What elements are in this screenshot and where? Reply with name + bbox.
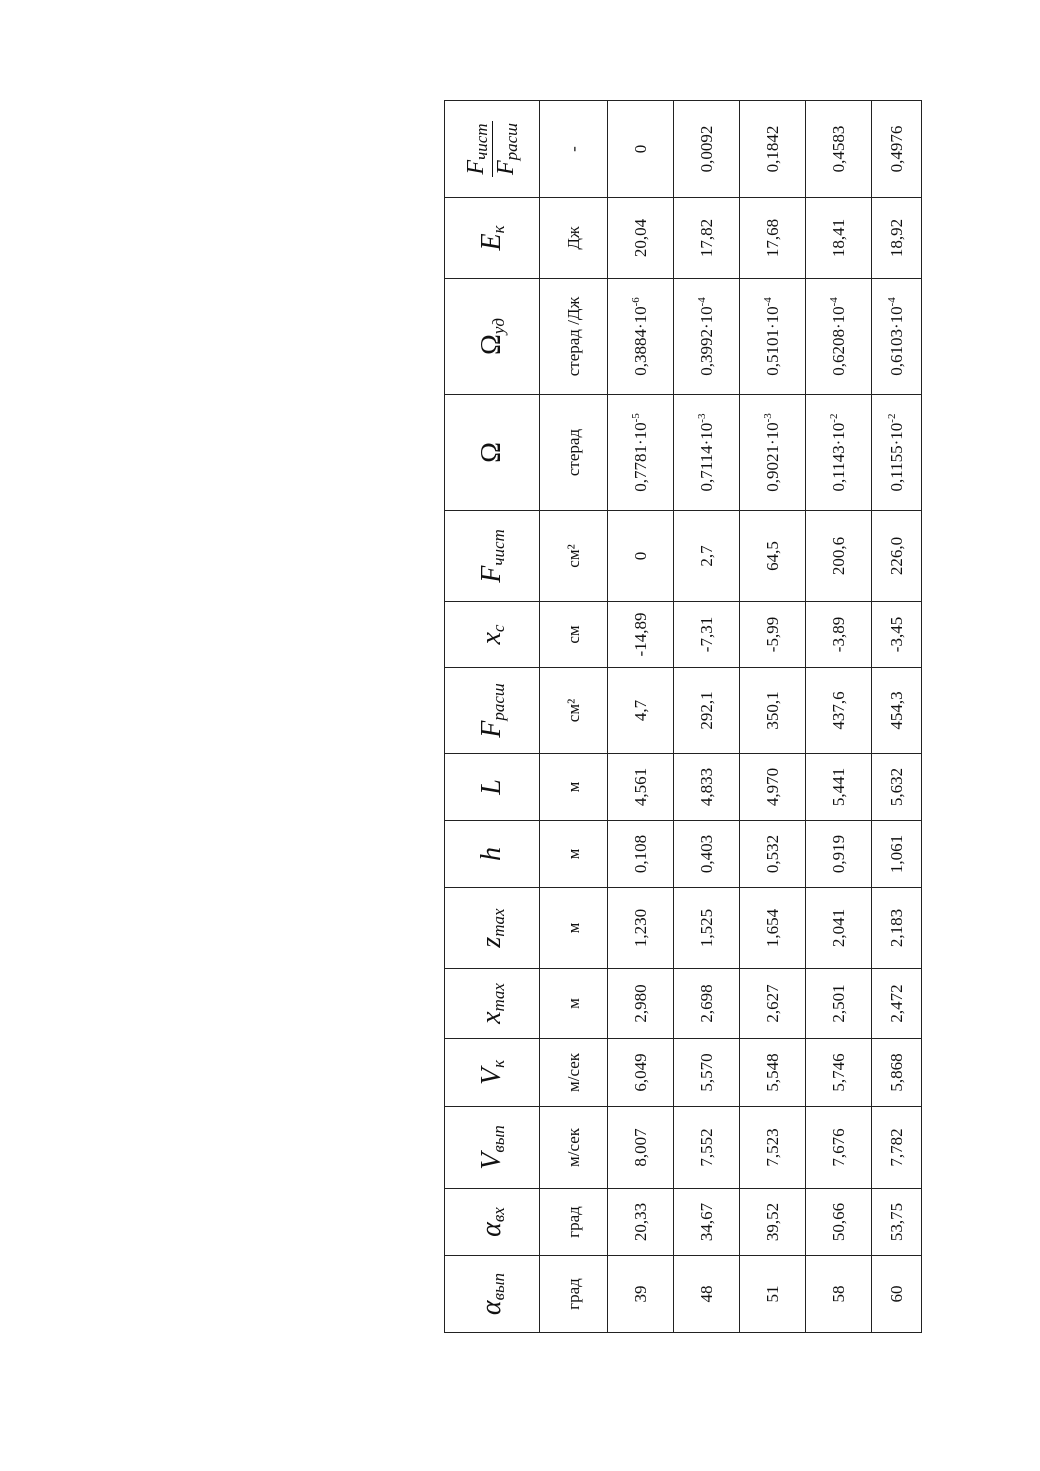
unit-cell: м [540, 888, 608, 969]
table-cell: 0,4583 [806, 101, 872, 198]
data-table [444, 100, 922, 1333]
scientific-value: $0,9021\cdot 10^{-3}$ [762, 413, 782, 492]
table-cell: 4,970 [740, 754, 806, 821]
table-cell: -7,31 [674, 602, 740, 668]
table-cell: 2,472 [872, 969, 922, 1039]
symbol-subscript: к [488, 1059, 508, 1068]
symbol-subscript: расш [488, 683, 508, 721]
column-header [445, 198, 540, 279]
column-header [445, 668, 540, 754]
table-row [608, 101, 674, 1333]
column-header [445, 395, 540, 511]
table-cell: 50,66 [806, 1189, 872, 1256]
unit-cell: см² [540, 668, 608, 754]
unit-cell: стерад [540, 395, 608, 511]
symbol-subscript: c [488, 624, 508, 633]
table-cell: 5,548 [740, 1039, 806, 1107]
table-cell: 60 [872, 1256, 922, 1333]
table-cell: 5,632 [872, 754, 922, 821]
table-cell: 1,061 [872, 821, 922, 888]
symbol-subscript: уд [488, 318, 508, 335]
table-cell: 2,501 [806, 969, 872, 1039]
exponent: -4 [828, 297, 840, 307]
symbol-subscript: вып [488, 1272, 508, 1301]
column-header [445, 754, 540, 821]
table-cell: 0,1842 [740, 101, 806, 198]
symbol-subscript: к [488, 225, 508, 234]
table-cell: 1,230 [608, 888, 674, 969]
table-cell: 5,570 [674, 1039, 740, 1107]
exponent: -2 [886, 413, 898, 423]
column-header [445, 1189, 540, 1256]
table-cell: 17,82 [674, 198, 740, 279]
column-header [445, 1256, 540, 1333]
exponent: -6 [630, 297, 642, 307]
unit-cell: м [540, 969, 608, 1039]
table-row [740, 101, 806, 1333]
table-cell: 48 [674, 1256, 740, 1333]
symbol-subscript: max [488, 983, 508, 1012]
exponent: -4 [696, 297, 708, 307]
unit-cell: м/сек [540, 1039, 608, 1107]
scientific-value: $0,6103\cdot 10^{-4}$ [886, 297, 906, 376]
table-cell: 18,41 [806, 198, 872, 279]
unit-cell: м [540, 821, 608, 888]
exponent: -3 [762, 413, 774, 423]
symbol-main: F [462, 159, 489, 175]
table-cell: 2,183 [872, 888, 922, 969]
scientific-value: $0,5101\cdot 10^{-4}$ [762, 297, 782, 376]
table-cell: 5,746 [806, 1039, 872, 1107]
scientific-value: $0,3884\cdot 10^{-6}$ [630, 297, 650, 376]
table-cell: 2,041 [806, 888, 872, 969]
table-cell: -14,89 [608, 602, 674, 668]
exponent: -4 [762, 297, 774, 307]
table-cell [674, 279, 740, 395]
table-cell: 0,4976 [872, 101, 922, 198]
table-cell: 6,049 [608, 1039, 674, 1107]
symbol-subscript: чист [471, 123, 491, 160]
unit-cell: град [540, 1189, 608, 1256]
table-cell: 226,0 [872, 511, 922, 602]
table-cell: 2,698 [674, 969, 740, 1039]
table-cell: 2,7 [674, 511, 740, 602]
exponent: -5 [630, 413, 642, 423]
table-cell [608, 279, 674, 395]
rotated-table-wrapper [444, 101, 922, 1333]
unit-cell: - [540, 101, 608, 198]
symbol-main: Ω [475, 334, 507, 355]
table-row [872, 101, 922, 1333]
table-cell: 0,403 [674, 821, 740, 888]
symbol-subscript: max [488, 908, 508, 937]
table-cell: 437,6 [806, 668, 872, 754]
unit-cell: м [540, 754, 608, 821]
table-cell: 0 [608, 101, 674, 198]
table-cell: 0,0092 [674, 101, 740, 198]
table-cell: -5,99 [740, 602, 806, 668]
scientific-value: $0,1155\cdot 10^{-2}$ [886, 413, 906, 492]
exponent: -3 [696, 413, 708, 423]
column-header [445, 1107, 540, 1189]
table-cell: 7,676 [806, 1107, 872, 1189]
symbol-main: h [476, 847, 507, 861]
scientific-value: $0,7781\cdot 10^{-5}$ [630, 413, 650, 492]
table-cell: 0 [608, 511, 674, 602]
table-cell: 7,523 [740, 1107, 806, 1189]
column-header [445, 602, 540, 668]
scientific-value: $0,7114\cdot 10^{-3}$ [696, 413, 716, 492]
table-cell: 7,782 [872, 1107, 922, 1189]
symbol-main: x [475, 1011, 507, 1024]
table-cell: 292,1 [674, 668, 740, 754]
exponent: -2 [828, 413, 840, 423]
table-row [806, 101, 872, 1333]
symbol-main: x [475, 632, 507, 645]
symbol-main: L [476, 779, 507, 795]
table-cell: 1,654 [740, 888, 806, 969]
scientific-value: $0,3992\cdot 10^{-4}$ [696, 297, 716, 376]
table-cell [608, 395, 674, 511]
column-header [445, 511, 540, 602]
exponent: -4 [886, 297, 898, 307]
table-cell: 8,007 [608, 1107, 674, 1189]
symbol-main: V [475, 1067, 507, 1086]
symbol-subscript: вып [488, 1125, 508, 1153]
symbol-main: Ω [476, 442, 507, 463]
table-cell: 350,1 [740, 668, 806, 754]
table-cell: 7,552 [674, 1107, 740, 1189]
symbol-subscript: расш [501, 122, 521, 161]
table-cell: 20,33 [608, 1189, 674, 1256]
table-cell: 51 [740, 1256, 806, 1333]
table-cell: 4,833 [674, 754, 740, 821]
table-cell: 5,868 [872, 1039, 922, 1107]
column-header [445, 1039, 540, 1107]
scientific-value: $0,1143\cdot 10^{-2}$ [828, 413, 848, 492]
table-cell: 4,7 [608, 668, 674, 754]
table-cell: 20,04 [608, 198, 674, 279]
table-cell: 0,532 [740, 821, 806, 888]
fraction-denominator [493, 121, 521, 177]
symbol-main: α [475, 1222, 507, 1237]
table-cell: 0,108 [608, 821, 674, 888]
symbol-main: F [492, 160, 519, 176]
table-cell: 454,3 [872, 668, 922, 754]
table-cell [872, 395, 922, 511]
symbol-main: E [475, 233, 507, 251]
table-cell: 4,561 [608, 754, 674, 821]
table-cell: 58 [806, 1256, 872, 1333]
table-cell [740, 279, 806, 395]
table-cell: -3,89 [806, 602, 872, 668]
table-cell: 5,441 [806, 754, 872, 821]
fraction-symbol [464, 121, 521, 177]
table-row [674, 101, 740, 1333]
unit-cell: стерад /Дж [540, 279, 608, 395]
unit-cell: см² [540, 511, 608, 602]
units-row [540, 101, 608, 1333]
table-cell [674, 395, 740, 511]
symbol-main: α [475, 1300, 507, 1316]
unit-cell: Дж [540, 198, 608, 279]
table-cell [872, 279, 922, 395]
fraction-numerator [464, 121, 493, 177]
column-header [445, 821, 540, 888]
table-cell: 34,67 [674, 1189, 740, 1256]
scientific-value: $0,6208\cdot 10^{-4}$ [828, 297, 848, 376]
symbol-main: z [475, 936, 507, 948]
unit-cell: см [540, 602, 608, 668]
symbol-subscript: чист [488, 529, 508, 566]
column-header [445, 101, 540, 198]
unit-cell: град [540, 1256, 608, 1333]
table-cell: 200,6 [806, 511, 872, 602]
symbol-main: V [475, 1152, 507, 1170]
column-header [445, 279, 540, 395]
symbol-main: F [475, 720, 507, 738]
table-cell: 39 [608, 1256, 674, 1333]
table-cell: 1,525 [674, 888, 740, 969]
symbol-subscript: вх [488, 1207, 508, 1223]
column-header [445, 969, 540, 1039]
table-cell: 2,627 [740, 969, 806, 1039]
table-cell: 18,92 [872, 198, 922, 279]
table-cell: -3,45 [872, 602, 922, 668]
table-cell: 17,68 [740, 198, 806, 279]
table-cell: 0,919 [806, 821, 872, 888]
table-cell [740, 395, 806, 511]
table-cell [806, 279, 872, 395]
table-cell: 39,52 [740, 1189, 806, 1256]
table-cell: 2,980 [608, 969, 674, 1039]
header-row [445, 101, 540, 1333]
column-header [445, 888, 540, 969]
table-cell: 64,5 [740, 511, 806, 602]
table-cell [806, 395, 872, 511]
table-cell: 53,75 [872, 1189, 922, 1256]
symbol-main: F [475, 565, 507, 583]
unit-cell: м/сек [540, 1107, 608, 1189]
